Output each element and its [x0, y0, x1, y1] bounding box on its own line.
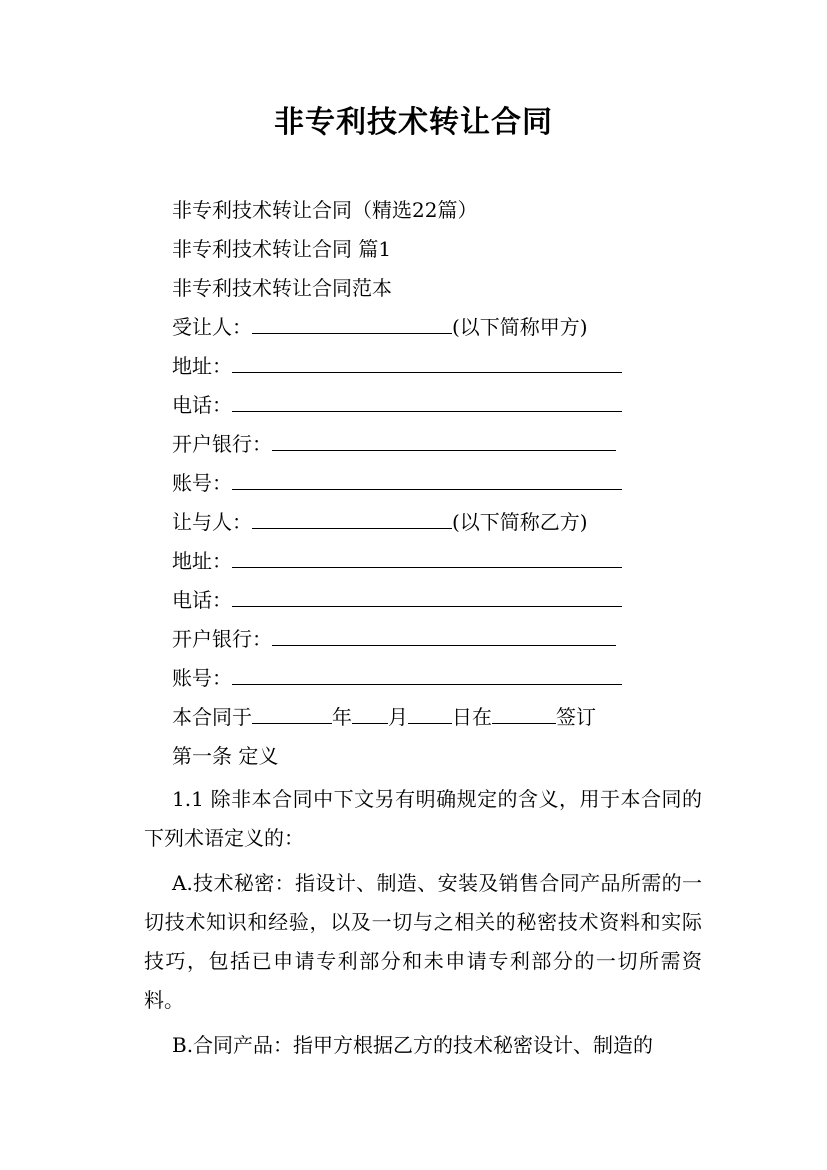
- sign-place-blank[interactable]: [492, 701, 556, 724]
- sign-suffix: 签订: [556, 705, 596, 729]
- sign-year-blank[interactable]: [252, 701, 332, 724]
- bank-label: 开户银行：: [172, 432, 272, 456]
- assignee-suffix: (以下简称甲方): [452, 315, 588, 339]
- phone-line-1: [172, 386, 702, 425]
- bank-label: 开户银行：: [172, 627, 272, 651]
- phone-blank[interactable]: [232, 584, 622, 607]
- sign-day-label: 日在: [452, 705, 492, 729]
- account-line-2: [172, 659, 702, 698]
- account-label: 账号：: [172, 666, 232, 690]
- address-line-1: [172, 347, 702, 386]
- signing-line: [172, 698, 702, 737]
- account-blank[interactable]: [232, 662, 622, 685]
- page-title: 非专利技术转让合同: [274, 105, 553, 140]
- address-blank[interactable]: [232, 545, 622, 568]
- assignor-label: 让与人：: [172, 510, 252, 534]
- sign-prefix: 本合同于: [172, 705, 252, 729]
- document-body: [144, 191, 702, 1071]
- address-label: 地址：: [172, 354, 232, 378]
- sign-year-label: 年: [332, 705, 352, 729]
- assignor-line: [172, 503, 702, 542]
- phone-label: 电话：: [172, 393, 232, 417]
- assignor-blank[interactable]: [252, 506, 452, 529]
- phone-line-2: [172, 581, 702, 620]
- account-blank[interactable]: [232, 467, 622, 490]
- sign-day-blank[interactable]: [408, 701, 452, 724]
- address-label: 地址：: [172, 549, 232, 573]
- assignee-line: [172, 308, 702, 347]
- address-blank[interactable]: [232, 350, 622, 373]
- assignee-label: 受让人：: [172, 315, 252, 339]
- heading-part: 非专利技术转让合同 篇1: [172, 237, 392, 261]
- clause-a: A.技术秘密：指设计、制造、安装及销售合同产品所需的一切技术知识和经验，以及一切与之相关的秘密技术资料和实际技巧，包括已申请专利部分和未申请专利部分的一切所需资料。: [144, 871, 702, 1012]
- clause-b: B.合同产品：指甲方根据乙方的技术秘密设计、制造的: [172, 1033, 654, 1057]
- sign-month-label: 月: [388, 705, 408, 729]
- phone-label: 电话：: [172, 588, 232, 612]
- account-label: 账号：: [172, 471, 232, 495]
- bank-line-1: [172, 425, 702, 464]
- sign-month-blank[interactable]: [352, 701, 388, 724]
- assignor-suffix: (以下简称乙方): [452, 510, 588, 534]
- account-line-1: [172, 464, 702, 503]
- phone-blank[interactable]: [232, 389, 622, 412]
- assignee-blank[interactable]: [252, 311, 452, 334]
- bank-blank[interactable]: [272, 428, 616, 451]
- bank-line-2: [172, 620, 702, 659]
- article-heading: 第一条 定义: [172, 744, 279, 768]
- heading-sample: 非专利技术转让合同范本: [172, 276, 392, 300]
- bank-blank[interactable]: [272, 623, 616, 646]
- clause-1-1: 1.1 除非本合同中下文另有明确规定的含义，用于本合同的下列术语定义的：: [144, 787, 702, 850]
- heading-selected: 非专利技术转让合同（精选22篇）: [172, 198, 478, 222]
- address-line-2: [172, 542, 702, 581]
